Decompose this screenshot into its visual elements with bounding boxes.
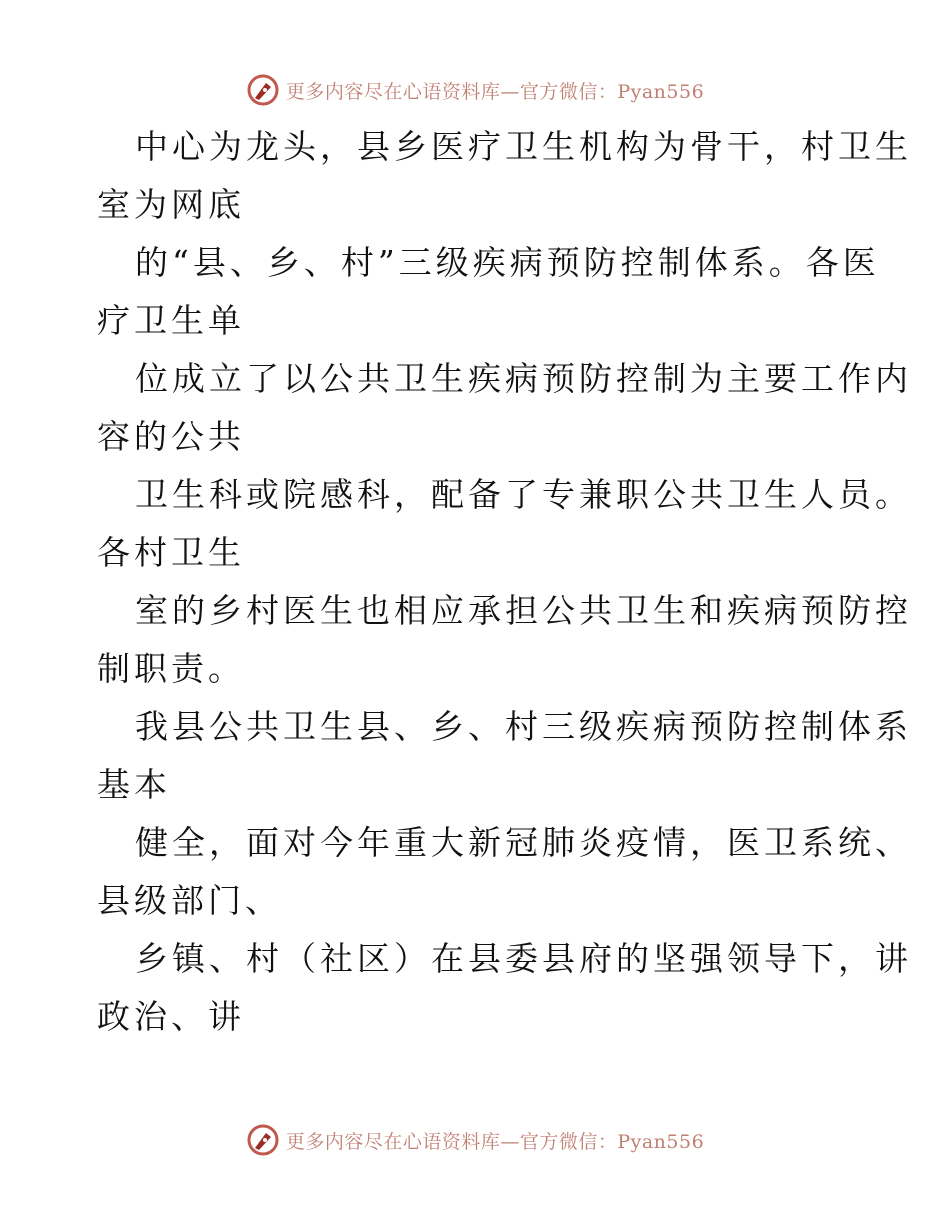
paragraph-line: 县级部门、 xyxy=(97,881,282,920)
paragraph-line: 我县公共卫生县、乡、村三级疾病预防控制体系 xyxy=(135,707,912,746)
paragraph-line: 室的乡村医生也相应承担公共卫生和疾病预防控 xyxy=(135,591,912,630)
paragraph-line: 容的公共 xyxy=(97,417,245,456)
paragraph-line: 制职责。 xyxy=(97,649,245,688)
paragraph-line: 的“县、乡、村”三级疾病预防控制体系。各医 xyxy=(135,243,880,282)
paragraph-line: 室为网底 xyxy=(97,185,245,224)
paragraph-5 xyxy=(97,582,912,698)
paragraph-4 xyxy=(97,466,912,582)
paragraph-line: 政治、讲 xyxy=(97,997,245,1036)
paragraph-line: 基本 xyxy=(97,765,171,804)
paragraph-line: 卫生科或院感科，配备了专兼职公共卫生人员。 xyxy=(135,475,912,514)
paragraph-3 xyxy=(97,350,912,466)
paragraph-line: 中心为龙头，县乡医疗卫生机构为骨干，村卫生 xyxy=(135,127,912,166)
pen-nib-circle-icon xyxy=(246,73,280,107)
paragraph-line: 疗卫生单 xyxy=(97,301,245,340)
header-watermark xyxy=(0,70,950,110)
paragraph-line: 位成立了以公共卫生疾病预防控制为主要工作内 xyxy=(135,359,912,398)
paragraph-8 xyxy=(97,930,912,1046)
watermark-text: 更多内容尽在心语资料库—官方微信：Pyan556 xyxy=(285,80,705,103)
paragraph-7 xyxy=(97,814,912,930)
paragraph-line: 乡镇、村（社区）在县委县府的坚强领导下，讲 xyxy=(135,939,912,978)
paragraph-line: 健全，面对今年重大新冠肺炎疫情，医卫系统、 xyxy=(135,823,912,862)
footer-watermark xyxy=(0,1120,950,1160)
paragraph-6 xyxy=(97,698,912,814)
pen-nib-circle-icon xyxy=(246,1123,280,1157)
watermark-text: 更多内容尽在心语资料库—官方微信：Pyan556 xyxy=(285,1130,705,1153)
paragraph-line: 各村卫生 xyxy=(97,533,245,572)
paragraph-2 xyxy=(97,234,880,350)
paragraph-1 xyxy=(97,118,912,234)
document-body xyxy=(97,118,912,1046)
